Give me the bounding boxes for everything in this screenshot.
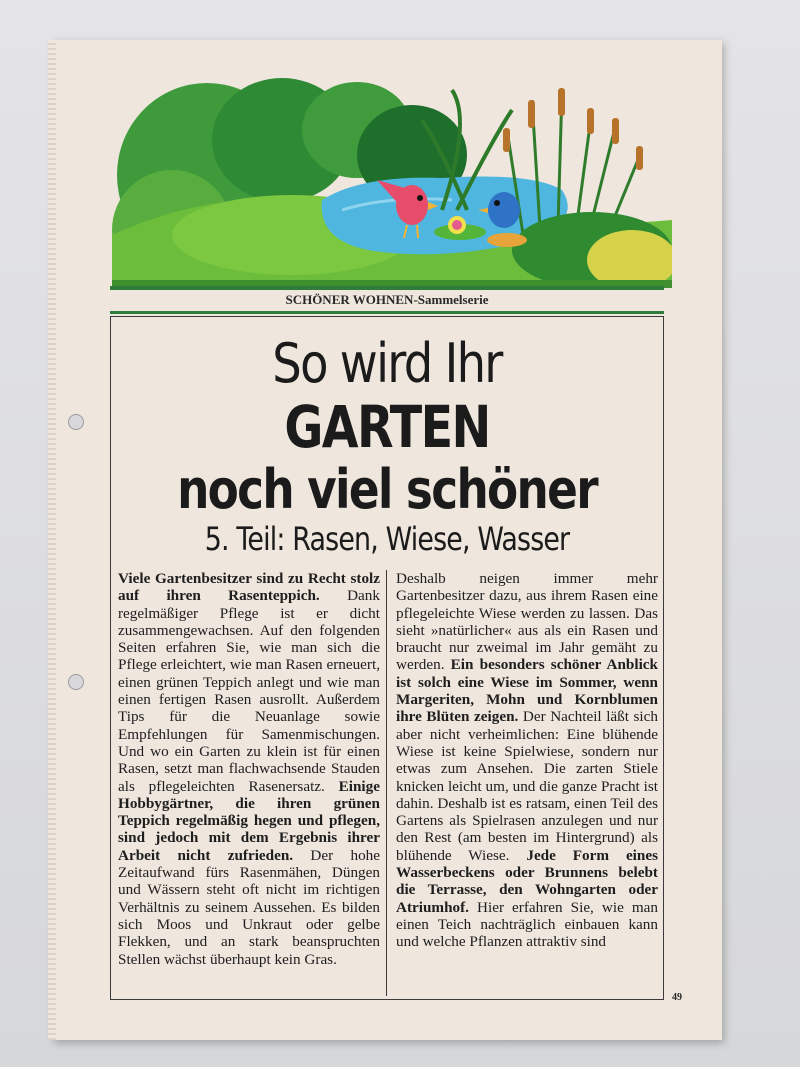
punch-hole-lower [68,674,84,690]
body-text: Der hohe Zeitaufwand fürs Rasenmähen, Düngen und Wässern steht oft nicht im richtigen Verhältnis zu seinem Aussehen. Es bilden sich Moos und Unkraut oder gelbe Flekken, und an stark beanspruchten Stellen wächst überhaupt kein Gras. [118,846,380,968]
article-column-left [118,570,380,968]
headline-line-2: GARTEN [284,393,490,461]
headline-line-1: So wird Ihr [272,332,502,395]
garden-pond-illustration [112,60,672,288]
lead-paragraph: Viele Gartenbesitzer sind zu Recht stolz auf ihren Rasenteppich. [118,570,380,605]
body-text: Der Nachteil läßt sich aber nicht verheimlichen: Eine blühende Wiese ist keine Spielwiese, sondern nur etwas zum Ansehen. Die zarten Stiele knicken leicht um, und die ganze Pracht ist dahin. Deshalb ist es ratsam, einen Teil des Gartens als Spielrasen anzulegen und nur den Rest (am besten im Hintergrund) als blühende Wiese. [396,708,658,864]
torn-edge [48,40,56,1040]
top-green-rule [110,286,664,290]
body-text: Deshalb neigen immer mehr Gartenbesitzer dazu, aus ihrem Rasen eine pflegeleichte Wiese werden zu lassen. Das sieht »natürlicher« aus als ein Rasen und braucht nur zweimal im Jahr gemäht zu werden. [396,570,658,674]
magazine-page [52,40,722,1040]
article-column-right [396,570,658,951]
headline-subtitle: 5. Teil: Rasen, Wiese, Wasser [204,520,570,558]
page-number: 49 [672,992,682,1003]
headline-line-3: noch viel schöner [177,458,597,521]
column-divider [386,570,387,996]
highlight-text: Jede Form eines Wasserbeckens oder Brunnens belebt die Terrasse, den Wohngarten oder Atriumhof. [396,846,658,916]
body-text: Hier erfahren Sie, wie man einen Teich nachträglich einbauen kann und welche Pflanzen attraktiv sind [396,898,658,951]
punch-hole-upper [68,414,84,430]
series-label: SCHÖNER WOHNEN-Sammelserie [285,292,489,307]
bottom-green-rule [110,311,664,314]
highlight-text: Einige Hobbygärtner, die ihren grünen Teppich regelmäßig hegen und pflegen, sind jedoch mit dem Ergebnis ihrer Arbeit nicht zufrieden. [118,777,380,864]
highlight-text: Ein besonders schöner Anblick ist solch eine Wiese im Sommer, wenn Margeriten, Mohn und Kornblumen ihre Blüten zeigen. [396,656,658,726]
body-text: Dank regelmäßiger Pflege ist er dicht zusammengewachsen. Auf den folgenden Seiten erfahren Sie, wie man sich die Pflege erleichtert, wie man Rasen erneuert, einen grünen Teppich anlegt und wie man einen fertigen Rasen ausrollt. Außerdem Tips für die Neuanlage sowie Empfehlungen für Samenmischungen. Und wo ein Garten zu klein ist für einen Rasen, setzt man flachwachsende Stauden als pflegeleichten Rasenersatz. [118,587,380,795]
